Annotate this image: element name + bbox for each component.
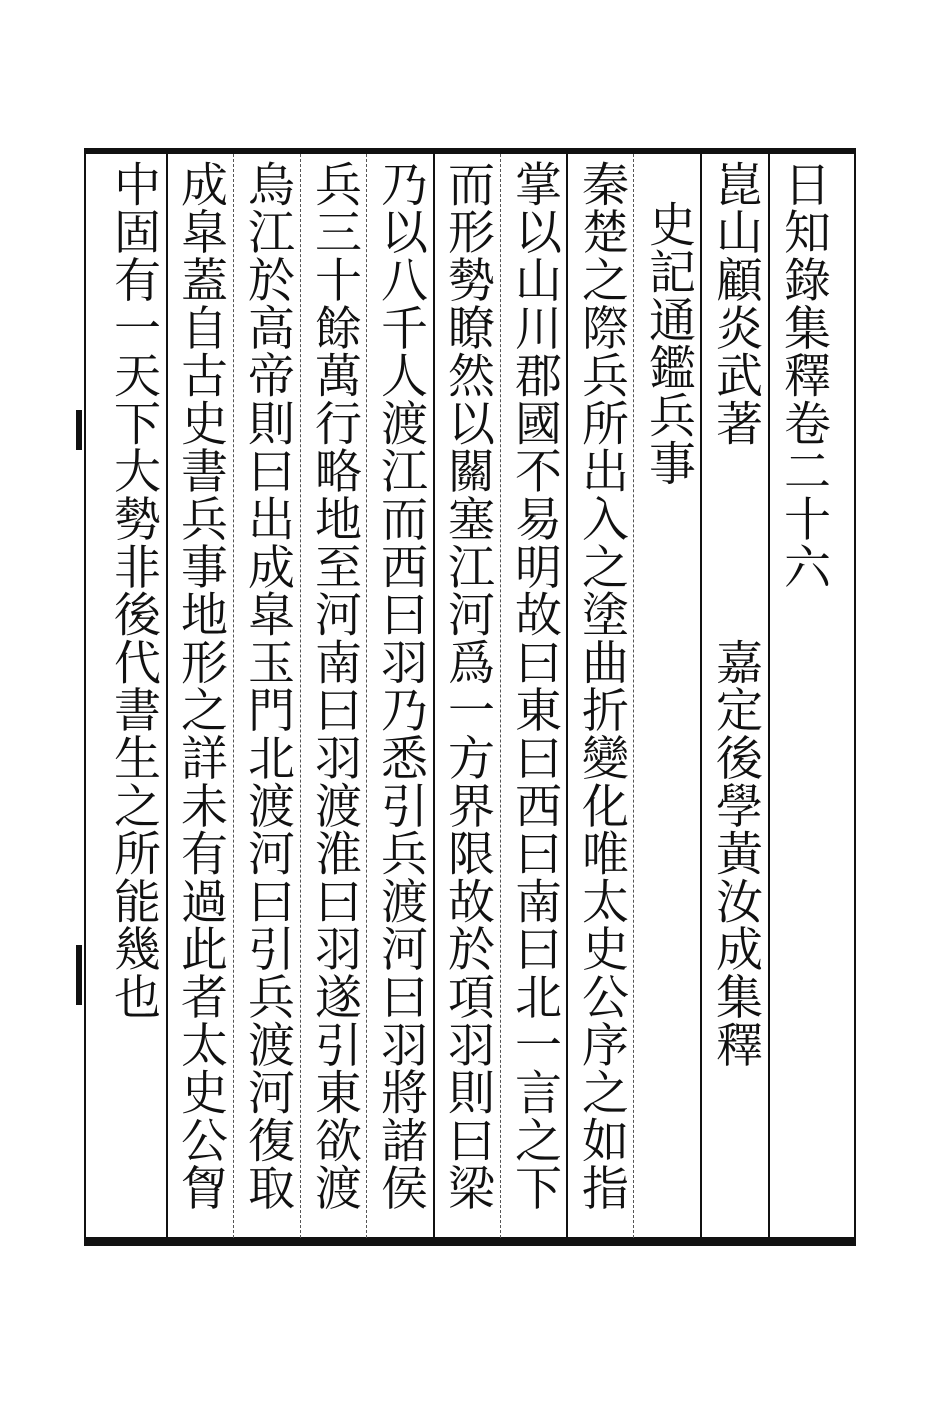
text-column: 烏江於高帝則曰出成皐玉門北渡河曰引兵渡河復取	[240, 160, 295, 1212]
text-column: 掌以山川郡國不易明故曰東曰西曰南曰北一言之下	[507, 160, 562, 1212]
title-column: 日知錄集釋卷二十六	[776, 160, 831, 591]
binding-edge-mark	[76, 945, 82, 1005]
text-column: 秦楚之際兵所出入之塗曲折變化唯太史公序之如指	[574, 160, 629, 1212]
text-column: 中固有一天下大勢非後代書生之所能幾也	[106, 160, 161, 1021]
binding-edge-mark	[76, 410, 82, 450]
text-column: 成皐蓋自古史書兵事地形之詳未有過此者太史公胷	[173, 160, 228, 1212]
author-column: 崑山顧炎武著 嘉定後學黃汝成集釋	[708, 160, 763, 1069]
text-column: 乃以八千人渡江而西曰羽乃悉引兵渡河曰羽將諸侯	[373, 160, 428, 1212]
section-heading: 史記通鑑兵事	[641, 200, 696, 487]
text-column: 而形勢瞭然以關塞江河爲一方界限故於項羽則曰梁	[440, 160, 495, 1212]
text-column: 兵三十餘萬行略地至河南曰羽渡淮曰羽遂引東欲渡	[307, 160, 362, 1212]
